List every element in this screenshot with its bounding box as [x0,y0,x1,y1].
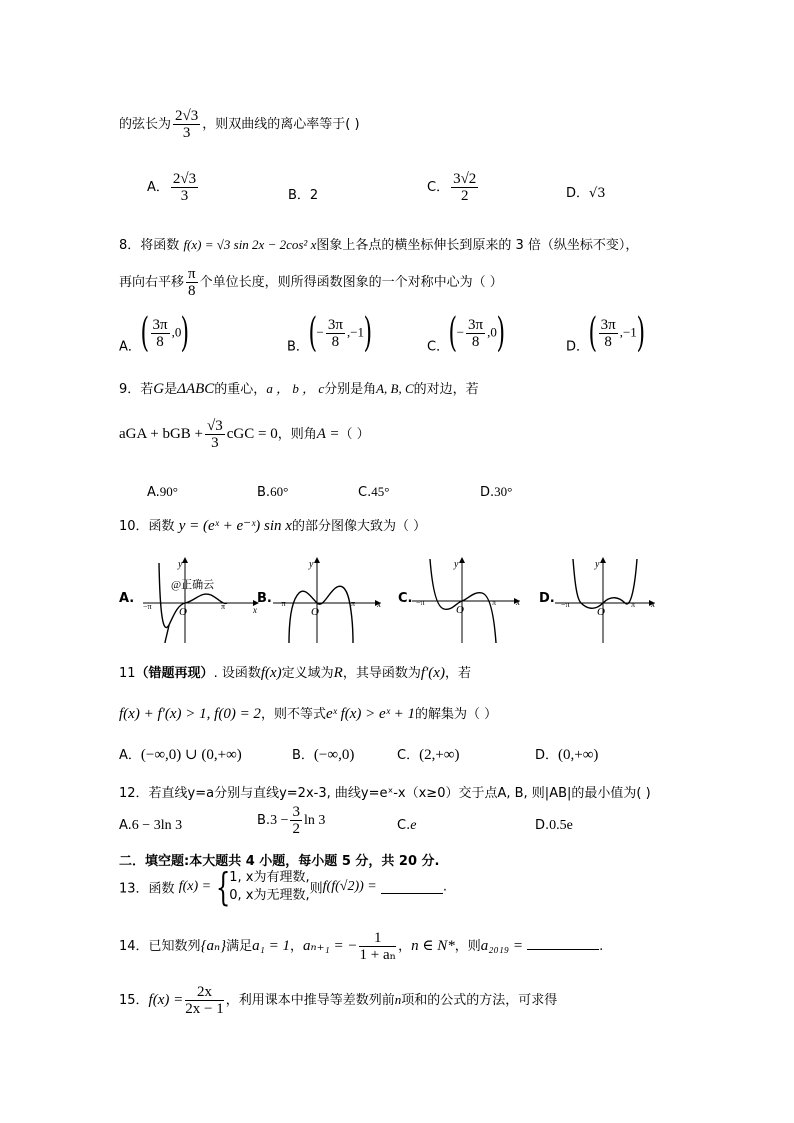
q10-graph-b-neg-pi: −π [277,599,286,608]
q8-option-b-den: 8 [331,333,340,350]
q9-equation-a: aGA + bGB + [119,426,204,442]
q7-option-d-label: D． [566,186,590,201]
q9-triangle: ΔABC [177,381,215,397]
q10-graph-a-xlabel: x [253,605,257,615]
q14-fraction [359,930,396,963]
q15-n: n [394,992,402,1007]
q10-graph-c-plot [410,555,535,645]
q9-line2 [119,418,370,451]
q13-answer-blank[interactable] [381,881,443,894]
q8-option-c-sign: − [456,324,465,340]
q13-text-a: 函数 [148,881,175,897]
q10-graph-a-label: A. [119,591,135,606]
q12-option-c[interactable] [397,818,416,834]
q13-stem [119,865,447,909]
q11-condition: f(x) + f′(x) > 1, f(0) = 2 [119,706,261,722]
q7-option-a-fraction [171,171,198,204]
q14-text-c: ， [398,939,412,954]
q14-text-a: 已知数列 [148,939,201,954]
q8-option-d-label: D． [566,339,590,355]
q11-fpx: f′(x) [420,665,445,681]
q15-fx: f(x) = [148,992,184,1008]
q9-option-a-label: A. [147,485,160,500]
q10-graph-d-plot [553,555,678,645]
q11-option-a[interactable] [119,744,242,764]
q7-option-b-value: 2 [309,188,319,203]
q14-an1: aₙ₊₁ = − [303,938,358,954]
q11-option-d-value: (0,+∞) [558,747,599,763]
q15-den: 2x − 1 [185,1001,224,1017]
q11-option-b[interactable] [292,744,354,764]
q10-graph-a-ylabel: y [178,559,183,570]
q8-shift-num: π [188,266,196,282]
q14-stem [119,930,603,963]
q12-option-d-label: D. [535,818,550,833]
q10-graph-b-origin: O [311,606,319,618]
q7-option-c-label: C． [427,180,450,195]
q10-graph-d-xlabel: x [651,599,655,609]
q11-text-a: . 设函数 [213,666,261,681]
q9-line1 [119,378,479,398]
q10-graph-c-pi: π [492,598,497,607]
q8-option-a[interactable]: A．( $\frac{3\pi}{8}$ ,0) [119,310,190,356]
q10-graph-b-xlabel: x [377,599,381,609]
q8-text-a: 将函数 [140,238,180,253]
q14-den: 1 + aₙ [359,947,397,963]
q12-option-b-label: B. [257,813,271,828]
q10-graph-a-pi: π [221,602,226,611]
q9-option-a-value: 90° [159,484,178,499]
q14-sep: ， [290,939,304,954]
q9-option-c-label: C. [358,485,372,500]
q9-number: 9． [119,382,141,397]
q13-brace-icon: { [215,865,231,909]
q8-option-a-y: ,0 [171,324,182,340]
q14-a2019: a₂₀₁₉ = [480,938,523,954]
q11-inequality: eˣ f(x) > eˣ + 1 [325,706,416,722]
q11-option-d[interactable] [535,744,598,764]
q7-text-a: 的弦长为 [119,117,172,132]
q7-option-b[interactable] [288,184,318,203]
q9-option-b-value: 60° [270,484,289,499]
q8-option-c-num: 3π [468,316,484,333]
q12-option-c-value: e [410,818,417,833]
q9-text-f: ，则角 [277,427,317,442]
q8-text-b: 图象上各点的横坐标伸长到原来的 3 倍（纵坐标不变）， [316,238,639,253]
q11-tag: （错题再现） [135,666,214,681]
q10-number: 10． [119,519,149,534]
q9-option-c[interactable] [358,484,389,500]
q11-text-f: 的解集为（ ） [415,707,498,722]
q10-stem [119,515,426,535]
q9-equation-b: cGC = 0 [226,426,278,442]
q11-option-c[interactable] [397,744,459,764]
q10-graph-d-ylabel: y [595,559,600,570]
q10-text-a: 函数 [148,519,175,534]
q10-graph-c-ylabel: y [454,559,459,570]
q8-shift-fraction [186,266,198,299]
q11-line2 [119,703,497,723]
q8-option-c-y: ,0 [487,324,497,340]
q11-option-d-label: D． [535,748,559,763]
q8-option-c-label: C． [427,339,450,355]
q15-text-b: 项和的公式的方法，可求得 [401,993,558,1008]
q11-text-c: ，其导函数为 [342,666,421,681]
q9-angles: A, B, C [376,381,414,396]
q11-option-a-value: (−∞,0) ∪ (0,+∞) [140,747,242,763]
q8-option-a-den: 8 [156,333,164,350]
q10-graph-c-xlabel: x [516,597,520,607]
q7-option-c-num: 3√2 [453,171,477,187]
q12-option-b-num: 3 [292,804,300,820]
q8-line1 [119,234,638,253]
q9-option-d-label: D. [480,485,495,500]
q10-graph-b-label: B. [257,591,272,606]
q7-option-a-den: 3 [180,188,189,204]
q9-text-e: 的对边，若 [413,382,479,397]
q9-option-d[interactable] [480,484,512,500]
q10-graph-d-origin: O [597,606,605,618]
q12-option-b-den: 2 [292,821,300,837]
q9-option-b-label: B. [257,485,271,500]
q8-option-b-y: ,−1 [346,324,365,340]
q11-text-e: ，则不等式 [260,707,326,722]
q9-text-a: 若 [140,382,154,397]
q8-option-d-fraction [599,317,618,350]
q10-graph-d-neg-pi: −π [561,600,570,609]
q7-option-d[interactable] [566,182,606,201]
q8-option-a-num: 3π [152,316,168,333]
q12-option-b-fraction [290,804,302,837]
q9-coef-fraction [205,418,225,451]
q8-option-b-label: B． [287,339,309,355]
q13-case-2: 0, x为无理数, [229,888,310,903]
q10-graph-c-origin: O [456,604,464,616]
q8-option-b-fraction [326,317,345,350]
q11-option-c-label: C． [397,748,420,763]
q9-G: G [153,381,165,397]
q8-option-c[interactable]: C．(− $\frac{3\pi}{8}$ ,0) [427,310,505,356]
q8-option-b-sign: − [316,324,324,340]
q14-text-b: 满足 [226,939,253,954]
q12-option-b[interactable] [257,804,325,837]
q12-option-a-label: A. [119,818,132,833]
q8-line2-a: 再向右平移 [119,275,185,290]
q10-graph-c-label: C. [398,591,413,606]
q7-stem [119,108,360,141]
q12-stem [119,782,651,801]
q8-function: f(x) = √3 sin 2x − 2cos² x [183,237,317,252]
q11-R: R [333,665,343,681]
q10-graph-a-neg-pi: −π [143,602,152,611]
q12-option-b-pre: 3 − [270,813,289,828]
q10-graph-b-ylabel: y [309,559,314,570]
q7-chord-fraction [173,108,200,141]
q10-graph-a-watermark: @正确云 [171,579,215,591]
q7-option-d-value: √3 [589,186,606,201]
q10-graph-c-neg-pi: −π [416,598,425,607]
q15-stem [119,984,557,1017]
q9-abc: a ， b ， c [266,381,325,396]
q8-option-a-label: A． [119,339,141,355]
q13-cases [229,869,309,905]
q8-option-d-den: 8 [604,333,612,350]
q10-text-b: 的部分图像大致为（ ） [291,519,427,534]
q10-graph-a-plot [141,555,261,645]
q7-text-b: ，则双曲线的离心率等于( ) [202,117,360,132]
q14-number: 14． [119,939,149,954]
q14-end: . [599,939,604,954]
section-2-title: 二．填空题:本大题共 4 小题，每小题 5 分，共 20 分. [119,854,440,869]
q8-option-b-num: 3π [327,316,343,333]
q12-option-b-post: ln 3 [303,813,326,828]
q12-option-d-value: 0.5e [549,818,573,833]
q8-line2-b: 个单位长度，则所得函数图象的一个对称中心为（ ） [199,275,503,290]
q12-option-c-label: C. [397,818,411,833]
q15-text-a: ，利用课本中推导等差数列前 [225,993,395,1008]
q15-fraction [185,984,223,1017]
q11-option-a-label: A． [119,748,141,763]
q9-option-c-value: 45° [371,484,390,499]
q8-option-b[interactable]: B．(− $\frac{3\pi}{8}$ ,−1) [287,310,373,356]
q12-option-a[interactable] [119,818,182,834]
q9-text-g: （ ） [339,427,370,442]
q7-chord-num: 2√3 [175,108,199,124]
q7-option-c-fraction [451,171,478,204]
q11-option-b-value: (−∞,0) [313,747,355,763]
q7-chord-den: 3 [182,125,191,141]
q14-n-in-N: n ∈ N* [411,938,455,954]
q8-option-c-fraction [466,317,485,350]
q13-case-1: 1, x为有理数, [229,870,310,885]
q13-end: . [442,879,447,895]
q9-text-c: 的重心， [214,382,267,397]
q15-num: 2x [185,984,223,1001]
q9-option-b[interactable] [257,484,288,500]
q13-expression: f(f(√2)) = [322,879,377,894]
q14-text-d: ，则 [454,939,481,954]
q8-line2 [119,266,503,299]
q14-a1: a₁ = 1 [252,938,290,954]
q8-number: 8． [119,238,141,253]
q10-function: y = (eˣ + e⁻ˣ) sin x [178,518,292,534]
q8-option-d-num: 3π [600,316,616,333]
q12-option-d[interactable] [535,818,573,834]
q10-graph-b-plot [271,555,391,645]
q11-text-b: 定义域为 [281,666,334,681]
q8-option-c-den: 8 [471,333,480,350]
q9-text-d: 分别是角 [324,382,377,397]
q9-text-b: 是 [164,382,178,397]
q7-option-a-label: A． [147,180,169,195]
q8-option-d-y: ,−1 [619,324,637,340]
q15-number: 15． [119,993,149,1008]
q10-graph-a-origin: O [179,606,187,618]
q9-coef-num: √3 [207,418,223,434]
q10-graph-d-pi: π [631,600,636,609]
q9-A: A = [316,426,340,442]
q11-text-d: ，若 [444,666,471,681]
q9-option-a[interactable] [147,484,178,500]
q7-option-c-den: 2 [460,188,469,204]
q8-option-a-fraction [151,317,170,350]
q10-graph-d-label: D. [539,591,555,606]
q9-option-d-value: 30° [494,484,513,499]
q12-option-a-value: 6 − 3ln 3 [131,818,183,833]
q9-coef-den: 3 [211,435,219,451]
q7-option-b-label: B． [288,188,310,203]
q11-line1 [119,662,471,682]
q13-text-b: 则 [309,881,323,897]
q13-fx: f(x) = [178,879,212,894]
q14-num: 1 [359,930,396,947]
q14-sequence: {aₙ} [200,938,227,954]
q11-option-c-value: (2,+∞) [419,747,460,763]
q11-fx: f(x) [260,665,282,681]
q7-option-a-num: 2√3 [172,171,197,187]
q12-number: 12． [119,786,149,801]
q10-graph-b-pi: π [351,599,356,608]
q8-option-d[interactable]: D．( $\frac{3\pi}{8}$ ,−1) [566,310,645,356]
q13-number: 13． [119,881,149,897]
q12-text: 若直线y=a分别与直线y=2x-3, 曲线y=eˣ-x（x≥0）交于点A, B, 则|AB|的最小值为( ) [148,786,651,801]
q11-number: 11 [119,666,136,681]
q7-option-a[interactable] [147,171,200,204]
q7-option-c[interactable] [427,171,480,204]
q11-option-b-label: B． [292,748,314,763]
q14-answer-blank[interactable] [527,937,599,950]
q8-shift-den: 8 [188,283,196,299]
